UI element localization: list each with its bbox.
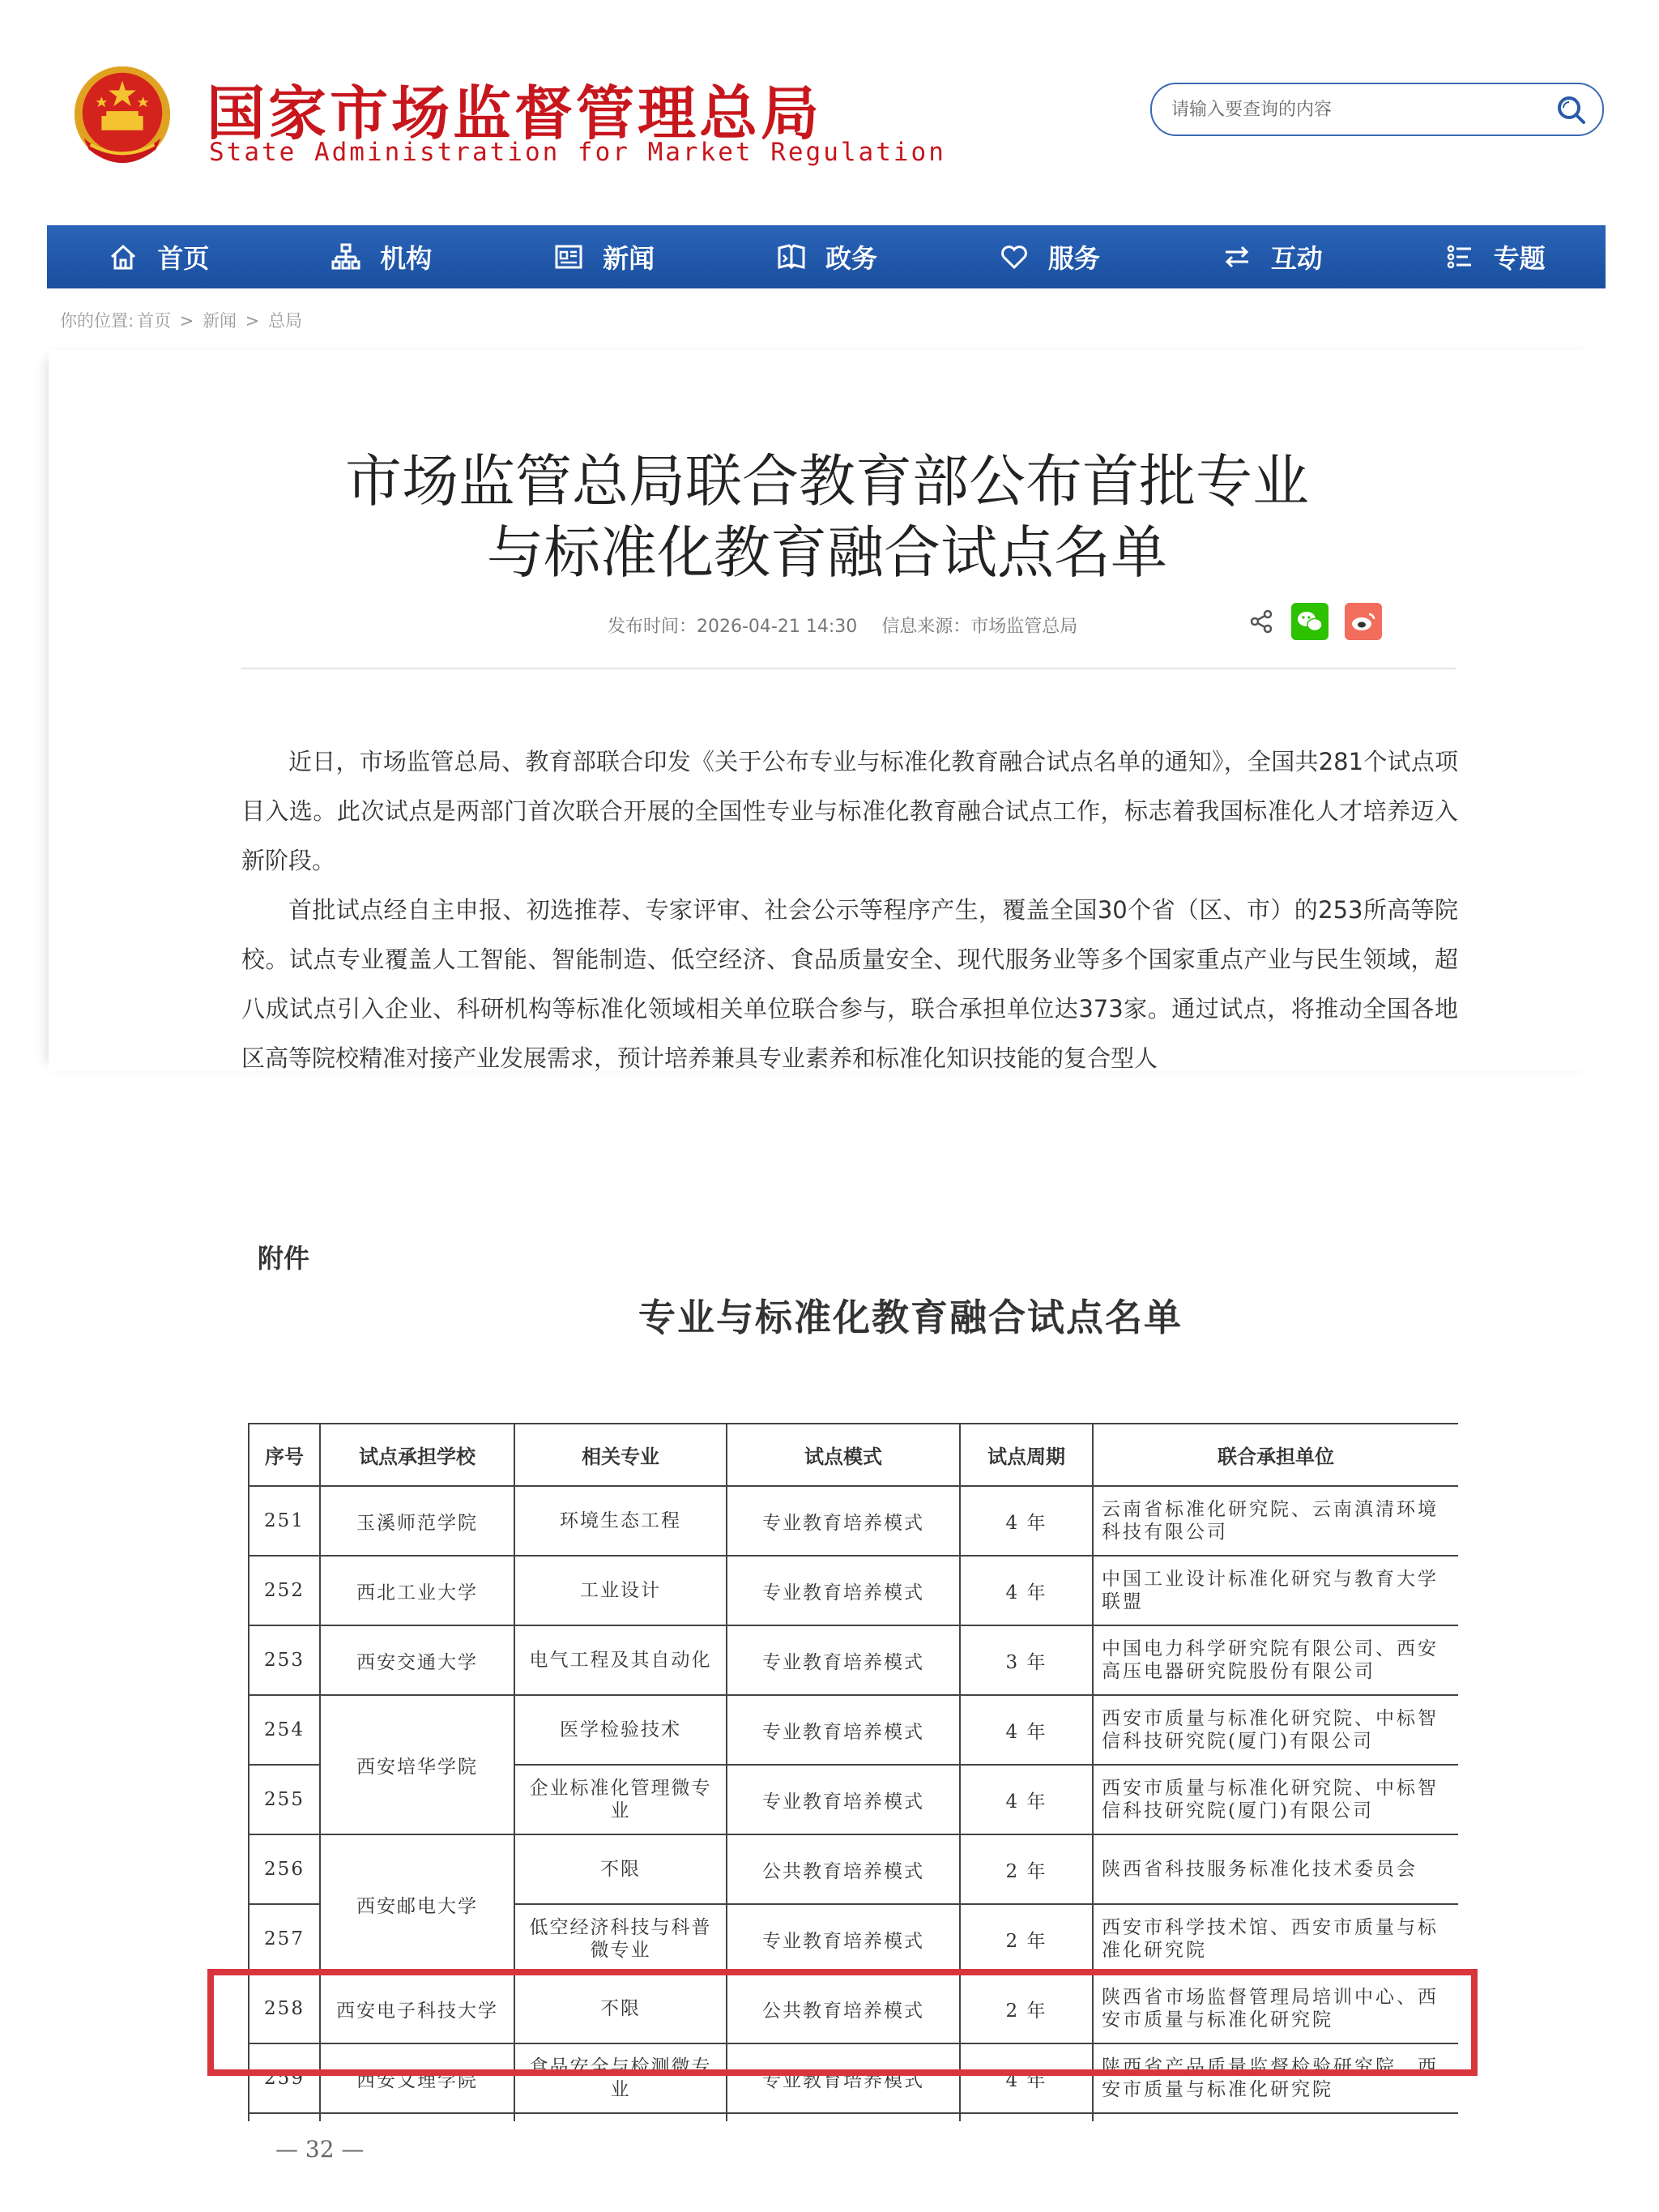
home-icon [107,241,139,273]
breadcrumb-item-news[interactable]: 新闻 [203,311,237,331]
site-title-cn[interactable]: 国家市场监督管理总局 [207,79,823,147]
breadcrumb-separator: > [179,311,194,331]
cell-mode: 专业教育培养模式 [727,1904,960,1974]
cell-major: 企业标准化管理微专业 [514,1765,727,1834]
site-title-en[interactable]: State Administration for Market Regulation [209,138,946,167]
cell-period [960,2113,1093,2121]
cell-no [249,2113,320,2121]
wechat-share-icon[interactable] [1291,603,1328,640]
share-icon[interactable] [1247,608,1275,635]
cell-major [514,2113,727,2121]
table-header-row [249,1424,1458,1486]
search-box [1150,83,1604,136]
cell-mode: 专业教育培养模式 [727,1486,960,1556]
cell-school: 西安邮电大学 [320,1834,514,1974]
cell-mode: 公共教育培养模式 [727,1834,960,1904]
site-header [0,0,1659,219]
cell-mode: 专业教育培养模式 [727,1765,960,1834]
title-divider [241,668,1456,669]
cell-units: 中国电力科学研究院有限公司、西安高压电器研究院股份有限公司 [1093,1625,1458,1695]
article-meta [608,613,1077,638]
nav-item-interaction[interactable] [1160,225,1383,288]
cell-period: 2 年 [960,1904,1093,1974]
search-icon[interactable] [1554,92,1588,126]
national-emblem-icon[interactable] [66,60,178,175]
breadcrumb [60,308,305,332]
article-body [241,737,1458,1071]
cell-major: 电气工程及其自动化 [514,1625,727,1695]
book-icon [775,241,808,273]
org-chart-icon [330,241,362,273]
cell-period: 4 年 [960,1695,1093,1765]
article-paragraph: 近日，市场监管总局、教育部联合印发《关于公布专业与标准化教育融合试点名单的通知》，全国共281个试点项目入选。此次试点是两部门首次联合开展的全国性专业与标准化教育融合试点工作，标志着我国标准化人才培养迈入新阶段。 [241,748,1458,874]
cell-mode: 专业教育培养模式 [727,1625,960,1695]
cell-period: 4 年 [960,2043,1093,2113]
table-row [249,1695,1458,1765]
cell-no: 252 [249,1556,320,1625]
breadcrumb-item-hq[interactable]: 总局 [268,311,303,331]
col-header-no: 序号 [249,1424,320,1486]
table-row [249,1486,1458,1556]
cell-units: 云南省标准化研究院、云南滇清环境科技有限公司 [1093,1486,1458,1556]
cell-mode [727,2113,960,2121]
cell-major: 低空经济科技与科普微专业 [514,1904,727,1974]
nav-item-label: 政务 [825,243,878,274]
nav-item-label: 新闻 [603,243,655,274]
cell-major: 医学检验技术 [514,1695,727,1765]
cell-school: 西安培华学院 [320,1695,514,1834]
cell-units: 陕西省市场监督管理局培训中心、西安市质量与标准化研究院 [1093,1974,1458,2043]
attachment-label: 附件 [258,1243,310,1274]
cell-mode: 专业教育培养模式 [727,2043,960,2113]
highlight-box [207,1969,1478,2076]
breadcrumb-separator: > [245,311,260,331]
newspaper-icon [552,241,585,273]
cell-school: 西北工业大学 [320,1556,514,1625]
nav-item-label: 首页 [157,243,210,274]
cell-mode: 公共教育培养模式 [727,1974,960,2043]
list-icon [1444,241,1476,273]
cell-major: 环境生态工程 [514,1486,727,1556]
cell-no: 256 [249,1834,320,1904]
col-header-units: 联合承担单位 [1093,1424,1458,1486]
article-paragraph: 首批试点经自主申报、初选推荐、专家评审、社会公示等程序产生，覆盖全国30个省（区、市）的253所高等院校。试点专业覆盖人工智能、智能制造、低空经济、食品质量安全、现代服务业等多个国家重点产业与民生领域，超八成试点引入企业、科研机构等标准化领域相关单位联合参与，联合承担单位达373家。通过试点，将推动全国各地区高等院校精准对接产业发展需求，预计培养兼具专业素养和标准化知识技能的复合型人 [241,896,1458,1071]
col-header-major: 相关专业 [514,1424,727,1486]
cell-school: 西安文理学院 [320,2043,514,2113]
article-title [49,446,1606,588]
cell-school: 西安交通大学 [320,1625,514,1695]
cell-units: 陕西省科技服务标准化技术委员会 [1093,1834,1458,1904]
cell-no: 254 [249,1695,320,1765]
nav-item-label: 专题 [1493,243,1546,274]
col-header-period: 试点周期 [960,1424,1093,1486]
nav-item-service[interactable] [937,225,1160,288]
col-header-mode: 试点模式 [727,1424,960,1486]
breadcrumb-item-home[interactable]: 首页 [137,311,172,331]
article-title-line2: 与标准化教育融合试点名单 [487,519,1167,586]
nav-item-label: 机构 [380,243,433,274]
nav-item-news[interactable] [493,225,715,288]
cell-major: 工业设计 [514,1556,727,1625]
main-nav [47,225,1606,288]
weibo-share-icon[interactable] [1345,603,1382,640]
cell-school [320,2113,514,2121]
cell-school: 玉溪师范学院 [320,1486,514,1556]
cell-mode: 专业教育培养模式 [727,1695,960,1765]
table-row [249,1625,1458,1695]
cell-units: 中国工业设计标准化研究与教育大学联盟 [1093,1556,1458,1625]
breadcrumb-prefix: 你的位置: [60,311,134,331]
heart-icon [998,241,1030,273]
table-row [249,1834,1458,1904]
cell-no: 253 [249,1625,320,1695]
col-header-school: 试点承担学校 [320,1424,514,1486]
cell-no: 255 [249,1765,320,1834]
cell-major: 不限 [514,1834,727,1904]
cell-mode: 专业教育培养模式 [727,1556,960,1625]
cell-no: 258 [249,1974,320,2043]
share-bar [1247,603,1382,640]
cell-period: 4 年 [960,1486,1093,1556]
cell-school: 西安电子科技大学 [320,1974,514,2043]
cell-period: 2 年 [960,1974,1093,2043]
page-number: — 32 — [275,2136,365,2163]
cell-major: 食品安全与检测微专业 [514,2043,727,2113]
cell-units: 陕西省产品质量监督检验研究院、西安市质量与标准化研究院 [1093,2043,1458,2113]
cell-period: 2 年 [960,1834,1093,1904]
cell-period: 4 年 [960,1765,1093,1834]
cell-major: 不限 [514,1974,727,2043]
search-input[interactable] [1170,92,1529,126]
cell-units [1093,2113,1458,2121]
cell-no: 257 [249,1904,320,1974]
cell-no: 251 [249,1486,320,1556]
nav-item-gov[interactable] [715,225,938,288]
nav-item-org[interactable] [270,225,493,288]
cell-units: 西安市质量与标准化研究院、中标智信科技研究院(厦门)有限公司 [1093,1765,1458,1834]
cell-units: 西安市质量与标准化研究院、中标智信科技研究院(厦门)有限公司 [1093,1695,1458,1765]
nav-item-topics[interactable] [1383,225,1606,288]
article-title-line1: 市场监管总局联合教育部公布首批专业 [345,448,1309,515]
publish-time: 发布时间：2026-04-21 14:30 [608,617,858,637]
cell-units: 西安市科学技术馆、西安市质量与标准化研究院 [1093,1904,1458,1974]
cell-period: 3 年 [960,1625,1093,1695]
nav-item-label: 互动 [1270,243,1323,274]
table-row [249,2113,1458,2121]
nav-item-home[interactable] [47,225,270,288]
cell-no: 259 [249,2043,320,2113]
nav-item-label: 服务 [1047,243,1100,274]
article-source: 信息来源：市场监管总局 [881,617,1078,637]
attachment-title: 专业与标准化教育融合试点名单 [638,1296,1183,1339]
exchange-icon [1221,241,1253,273]
article-card [49,350,1606,1071]
cell-period: 4 年 [960,1556,1093,1625]
table-row [249,1556,1458,1625]
